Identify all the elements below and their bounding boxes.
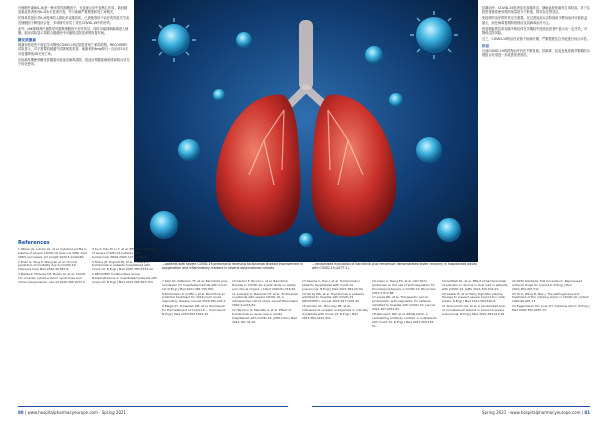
references-column-7 (442, 280, 508, 440)
references-column-2 (92, 248, 158, 408)
footer-rule-left (18, 406, 288, 407)
reference-item: 20 Libster R, et al. Early high-titer plasma therapy to prevent severe Covid-19 in older adults. N Engl J Med 2021;384:610-8. (442, 291, 506, 304)
footer-issue-right: Spring 2021 (481, 410, 507, 415)
page-number-left: 80 (18, 410, 24, 415)
references-column-4 (232, 280, 298, 440)
reference-item: 6 RECOVERY Collaborative Group. Dexamethasone in hospitalized patients with Covid-19. N Engl J Med 2021;384:693-704. (92, 272, 158, 284)
reference-item: 12 Hermine O, Mariette X, et al. Effect of tocilizumab vs usual care in adults hospitalized with COVID-19. JAMA Intern Med 2021;181:32-40. (232, 307, 297, 324)
references-column-6 (372, 280, 438, 440)
references-column-1 (18, 248, 88, 408)
references-heading: References (18, 240, 50, 246)
reference-item: 21 Simonovich VA, et al. A randomized trial of convalescent plasma in Covid-19 severe pneumonia. N Engl J Med 2021;384:619-29. (442, 304, 506, 316)
footer-url-right[interactable]: www.hospitalpharmacyeurope.com (510, 410, 581, 415)
reference-item: 1 Wilson JG, Lutrick LS, et al. Cytokine profile in plasma of severe COVID-19 does not differ from ARDS and sepsis. JCI Insight 2020;5:e140289. (18, 248, 88, 259)
middle-text-right: ...randomised evaluation of baricitinib plus remdesivir demonstrated faster recovery in hospitalised adults with COVID-19 (ACTT-2). (312, 262, 477, 271)
reference-item: 2 Ruan Q, Yang K, Wang W, et al. Clinical predictors of mortality due to COVID-19. Intensive Care Med 2020;46:846-8. (18, 259, 77, 272)
middle-text-left: ...patients with severe COVID-19 pneumonia receiving tocilizumab showed improvement in oxygenation and inflammatory markers in several observational cohorts. (162, 262, 304, 271)
reference-item: 15 Gordon AC, Mouncey PR, et al. Interleukin-6 receptor antagonists in critically ill patients with Covid-19. N Engl J Med 2021;384:1491-502. (302, 304, 368, 320)
reference-item: 11 Guaraldi G, Meschiari M, et al. Tocilizumab in patients with severe COVID-19: a retrospective cohort study. Lancet Rheumatol 2020;2:e474-84. (232, 291, 298, 308)
footer-issue-left: Spring 2021 (101, 410, 127, 415)
right-paragraph-1: 抗凝治疗：COVID-19患者存在高凝状态，静脉血栓栓塞发生率较高。对于住院患者推荐使用预防剂量低分子肝素，除非存在禁忌证。 (482, 6, 590, 15)
reference-item: 3 Mehta P, McAuley DF, Brown M, et al. COVID-19: consider cytokine storm syndromes and immunosuppression. Lancet 2020;395:1033-4. (18, 272, 87, 284)
footer-url-left[interactable]: www.hospitalpharmacyeurope.com (27, 410, 98, 415)
reference-item: 24 Fajgenbaum DC, June CH. Cytokine storm. N Engl J Med 2020;383:2255-73. (512, 304, 590, 312)
references-column-3 (162, 280, 228, 440)
references-column-8 (512, 280, 590, 440)
reference-item: 13 Salama C, Han J, et al. Tocilizumab in patients hospitalized with Covid-19 pneumonia. N Engl J Med 2021;384:20-30. (302, 280, 364, 291)
right-text-column (482, 6, 590, 276)
left-paragraph-5: 在疾病早期使用糖皮质激素可能延迟病毒清除，因此应根据疾病阶段和氧合状态个体化使用。 (18, 57, 130, 67)
reference-item: 7 Kalil AC, Patterson TF, et al. Baricitinib plus remdesivir for hospitalized adults with Covid-19. N Engl J Med 2021;384:795-807. (162, 280, 228, 291)
reference-item: 4 Xu X, Han M, Li T, et al. Effective treatment of severe COVID-19 patients with tocilizumab. PNAS 2020;117:10970-5. (92, 248, 158, 259)
reference-item: 16 Cuker A, Tseng EK, et al. ASH 2021 guidelines on the use of anticoagulation for thromboprophylaxis in COVID-19. Blood Adv 2021;5:872-88. (372, 280, 436, 295)
reference-item: 9 Beigel JH, Tomashek KM, et al. Remdesivir for the treatment of Covid-19 — final report. N Engl J Med 2020;383:1813-26. (162, 304, 227, 316)
reference-item: 14 Horby PW, et al. Tocilizumab in patients admitted to hospital with COVID-19 (RECOVERY). Lancet 2021;397:1637-45. (302, 291, 364, 304)
right-paragraph-2: 免疫调节治疗的时机至关重要。在过度炎症反应阶段给予靶向治疗可能获益最大，而在病毒复制阶段则应以抗病毒治疗为主。 (482, 16, 588, 25)
reference-item: 10 Cantini F, Niccoli L, et al. Baricitinib therapy in COVID-19: a pilot study on safety and clinical impact. J Infect 2020;81:318-56. (232, 280, 297, 291)
footer-right: Spring 2021 · www.hospitalpharmacyeurope.com | 81 (481, 410, 590, 415)
left-paragraph-3: 此外，JAK抑制剂巴瑞替尼可阻断细胞因子信号传导，同时可能抑制病毒进入细胞。临床试验显示其联合瑞德西韦可缩短住院患者的恢复时间。 (18, 26, 129, 36)
left-paragraph-1: 白细胞介素6(IL-6)是一种多效性细胞因子，在炎症反应中起核心作用。新冠肺炎重症患者体内IL-6水平显著升高，并与疾病严重程度和死亡率相关。 (18, 6, 128, 15)
reference-item: 23 Ye Q, Wang B, Mao J. The pathogenesis and treatment of the cytokine storm in COVID-19. J Infect 2020;80:607-13. (512, 291, 589, 304)
left-paragraph-4: 地塞米松是首个被证实可降低COVID-19住院患者死亡率的药物。RECOVERY试验显示，对于需要机械通气或吸氧的患者，地塞米松6mg每日一次治疗10天可显著降低28天死亡率。 (18, 43, 129, 56)
reference-item: 17 Lopes RD, et al. Therapeutic versus prophylactic anticoagulation for patients admitted to hospital with COVID-19. Lancet 2021;397:2253-63. (372, 295, 435, 312)
right-section-heading: 结论 (482, 43, 490, 48)
right-paragraph-4: 总之，COVID-19的治疗应基于疾病分期、严重程度及合并症进行综合评估。 (482, 37, 590, 42)
references-column-5 (302, 280, 368, 440)
left-section-heading: 糖皮质激素 (18, 37, 36, 42)
right-paragraph-5: 目前COVID-19的药物治疗仍在不断发展，抗病毒、抗炎及免疫调节策略的合理组合有望进一步改善患者预后。 (482, 49, 590, 58)
reference-item: 22 WHO Solidarity Trial Consortium. Repurposed antiviral drugs for Covid-19. N Engl J Med 2021;384:497-511. (512, 280, 582, 291)
lungs-virus-icon (134, 0, 478, 262)
left-text-column (18, 6, 130, 236)
reference-item: 18 Weinreich DM, et al. REGN-COV2, a neutralizing antibody cocktail, in outpatients with Covid-19. N Engl J Med 2021;384:238-51. (372, 311, 437, 328)
reference-item: 8 Richardson P, Griffin I, et al. Baricitinib as potential treatment for 2019-nCoV acute respiratory disease. Lancet 2020;395:e30-1. (162, 291, 227, 304)
footer-left: 80 | www.hospitalpharmacyeurope.com · Spring 2021 (18, 410, 127, 415)
right-paragraph-3: 恢复期血浆及单克隆中和抗体在早期轻中度高危患者中显示出一定疗效，可降低住院风险。 (482, 26, 588, 36)
footer-rule-right (312, 406, 590, 407)
page-number-right: 81 (584, 410, 590, 415)
left-paragraph-2: 托珠单抗是针对IL-6受体的人源化单克隆抗体，已被批准用于治疗类风湿关节炎及细胞因子释放综合征。多项研究评估了其在COVID-19中的疗效。 (18, 16, 130, 25)
reference-item: 19 Gottlieb RL, et al. Effect of bamlanivimab vs placebo on decline in viral load in patients with COVID-19. JAMA 2021;325:632-44. (442, 280, 508, 291)
reference-item: 5 Stone JH, Frigault MJ, et al. Efficacy of tocilizumab in patients hospitalized with Covid-19. N Engl J Med 2020;383:2333-44. (92, 259, 154, 272)
hero-illustration (134, 0, 478, 262)
